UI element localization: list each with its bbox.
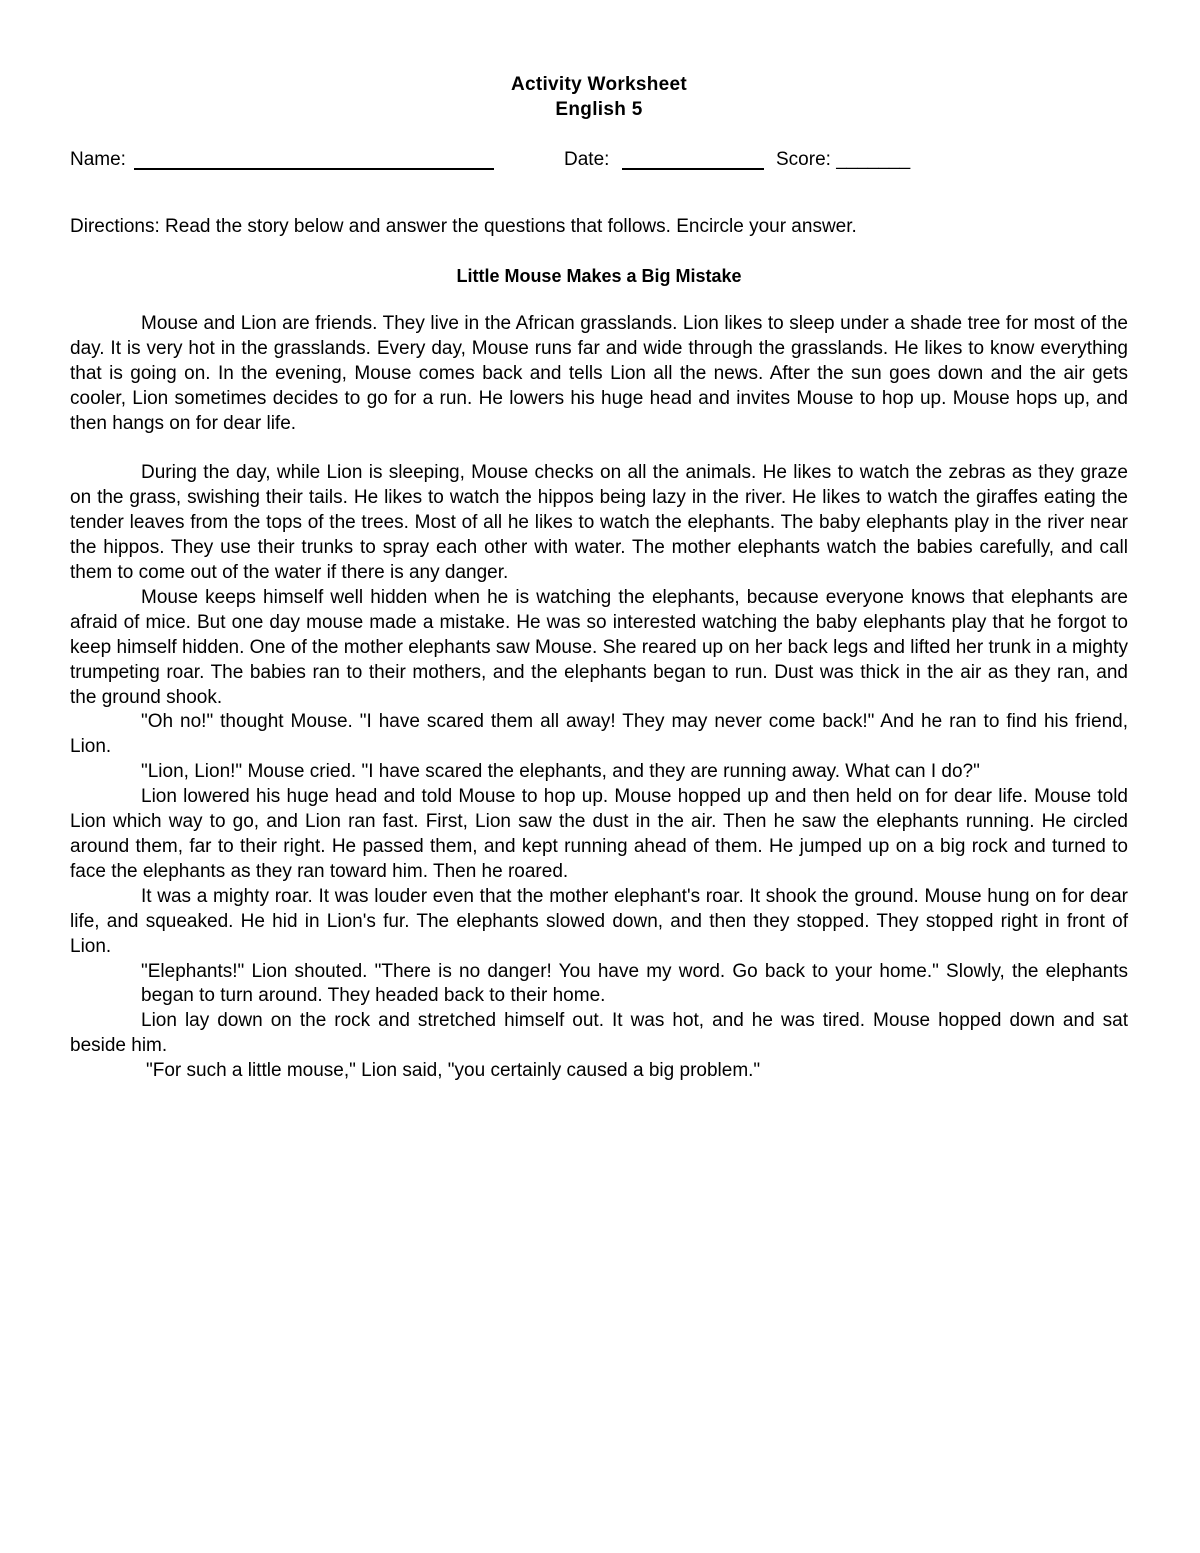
date-blank[interactable]: [622, 168, 764, 170]
story-title: Little Mouse Makes a Big Mistake: [456, 266, 742, 286]
story-paragraph: During the day, while Lion is sleeping, Mouse checks on all the animals. He likes to watch the zebras as they graze on the grass, swishing their tails. He likes to watch the hippos being lazy in the river. He likes to watch the giraffes eating the tender leaves from the tops of the trees. Most of all he likes to watch the elephants. The baby elephants play in the river near the hippos. They use their trunks to spray each other with water. The mother elephants watch the babies carefully, and call them to come out of the water if there is any danger.: [70, 462, 1128, 584]
story-paragraph: "Oh no!" thought Mouse. "I have scared them all away! They may never come back!" And he ran to find his friend, Lion.: [70, 711, 1128, 758]
story-paragraph: Lion lowered his huge head and told Mouse to hop up. Mouse hopped up and then held on for dear life. Mouse told Lion which way to go, and Lion ran fast. First, Lion saw the dust in the air. Then he saw the elephants running. He circled around them, far to their right. He passed them, and kept running ahead of them. He jumped up on a big rock and turned to face the elephants as they ran toward him. Then he roared.: [70, 786, 1128, 882]
story-paragraph: "Elephants!" Lion shouted. "There is no danger! You have my word. Go back to your home." Slowly, the elephants began to turn around. They headed back to their home.: [141, 960, 1128, 1007]
story-body: [70, 312, 1128, 1084]
story-paragraph: "For such a little mouse," Lion said, "you certainly caused a big problem.": [146, 1060, 761, 1082]
worksheet-title: Activity Worksheet: [510, 74, 688, 95]
name-label: Name:: [70, 149, 126, 170]
story-paragraph: It was a mighty roar. It was louder even that the mother elephant's roar. It shook the ground. Mouse hung on for dear life, and squeaked. He hid in Lion's fur. The elephants slowed down, and then they stopped. They stopped right in front of Lion.: [70, 885, 1128, 957]
date-label: Date:: [564, 149, 610, 170]
student-info-fields: [70, 148, 1128, 178]
story-paragraph: Mouse and Lion are friends. They live in the African grasslands. Lion likes to sleep under a shade tree for most of the day. It is very hot in the grasslands. Every day, Mouse runs far and wide through the grasslands. He likes to know everything that is going on. In the evening, Mouse comes back and tells Lion all the news. After the sun goes down and the air gets cooler, Lion sometimes decides to go for a run. He lowers his huge head and invites Mouse to hop up. Mouse hops up, and then hangs on for dear life.: [70, 313, 1128, 434]
story-paragraph: Lion lay down on the rock and stretched himself out. It was hot, and he was tired. Mouse hopped down and sat beside him.: [70, 1010, 1128, 1057]
worksheet-page: [70, 72, 1128, 1084]
worksheet-subject: English 5: [555, 99, 643, 120]
directions-text: Directions: Read the story below and answer the questions that follows. Encircle your answer.: [70, 216, 857, 237]
story-paragraph: "Lion, Lion!" Mouse cried. "I have scared the elephants, and they are running away. What can I do?": [141, 761, 980, 783]
name-blank[interactable]: [134, 168, 494, 170]
story-paragraph: Mouse keeps himself well hidden when he is watching the elephants, because everyone knows that elephants are afraid of mice. But one day mouse made a mistake. He was so interested watching the baby elephants play that he forgot to keep himself hidden. One of the mother elephants saw Mouse. She reared up on her back legs and lifted her trunk in a mighty trumpeting roar. The babies ran to their mothers, and the elephants began to run. Dust was thick in the air as they ran, and the ground shook.: [70, 586, 1128, 708]
score-label: Score: _______: [776, 149, 911, 170]
